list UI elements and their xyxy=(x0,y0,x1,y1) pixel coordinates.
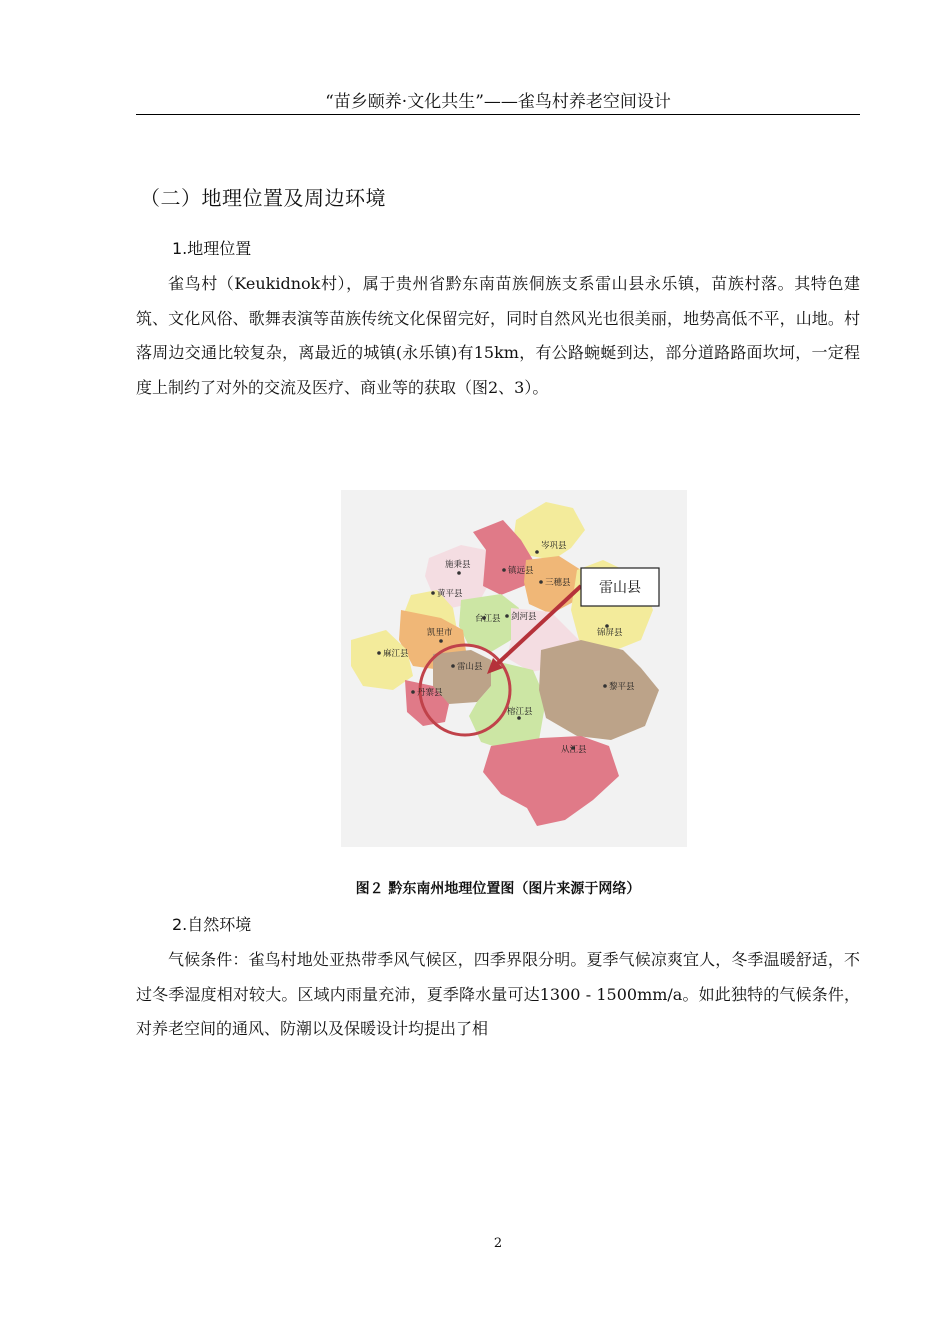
label-leishan: 雷山县 xyxy=(457,662,483,672)
geo-paragraph: 雀鸟村（Keukidnok村），属于贵州省黔东南苗族侗族支系雷山县永乐镇，苗族村落。其特色建筑、文化风俗、歌舞表演等苗族传统文化保留完好，同时自然风光也很美丽，地势高低不平，山地。村落周边交通比较复杂，离最近的城镇(永乐镇)有15km，有公路蜿蜒到达，部分道路路面坎坷，一定程度上制约了对外的交流及医疗、商业等的获取（图2、3）。 xyxy=(136,274,860,397)
qiandongnan-map xyxy=(341,490,687,847)
region-liping xyxy=(539,640,659,740)
label-shibing: 施秉县 xyxy=(445,560,471,570)
page-number: 2 xyxy=(493,1236,503,1251)
label-zhenyuan: 镇远县 xyxy=(508,566,534,576)
label-huangping: 黄平县 xyxy=(437,589,463,599)
figure-caption: 图２ 黔东南州地理位置图（图片来源于网络） xyxy=(355,881,641,897)
section-heading: （二）地理位置及周边环境 xyxy=(140,186,386,210)
running-header: “苗乡颐养·文化共生”——雀鸟村养老空间设计 xyxy=(325,92,671,112)
label-liping: 黎平县 xyxy=(609,682,635,692)
label-cengong: 岑巩县 xyxy=(541,541,567,551)
map-figure xyxy=(341,490,687,847)
label-majiang: 麻江县 xyxy=(383,649,409,659)
region-congjiang xyxy=(483,736,619,826)
label-sansui: 三穗县 xyxy=(545,578,571,588)
label-tianzhu: 锦屏县 xyxy=(597,628,623,638)
label-danzhai: 丹寨县 xyxy=(417,688,443,698)
label-kaili: 凯里市 xyxy=(427,628,453,638)
callout-label: 雷山县 xyxy=(599,580,641,596)
geo-subheading: 1.地理位置 xyxy=(172,239,252,258)
header-rule xyxy=(136,114,860,115)
label-rongjiang: 榕江县 xyxy=(507,707,533,717)
label-jianhe: 剑河县 xyxy=(511,612,537,622)
label-congjiang: 从江县 xyxy=(561,745,587,755)
nature-paragraph: 气候条件：雀鸟村地处亚热带季风气候区，四季界限分明。夏季气候凉爽宜人，冬季温暖舒适，不过冬季湿度相对较大。区域内雨量充沛，夏季降水量可达1300 - 1500mm/a。如此独特的气候条件，对养老空间的通风、防潮以及保暖设计均提出了相 xyxy=(136,950,860,1038)
label-taijiang: 台江县 xyxy=(475,614,501,624)
nature-subheading: 2.自然环境 xyxy=(172,915,252,934)
